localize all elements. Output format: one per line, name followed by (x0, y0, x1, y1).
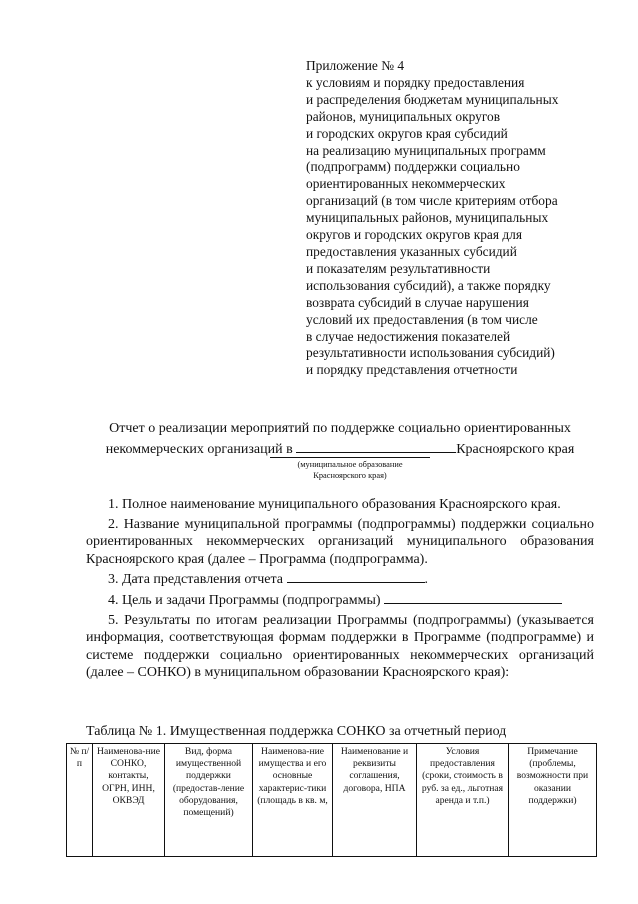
item-4-label: 4. Цель и задачи Программы (подпрограммы) (108, 592, 381, 608)
item-3-label: 3. Дата представления отчета (108, 572, 284, 588)
appendix-header (306, 58, 606, 379)
header-cell-agreement: Наименование и реквизиты соглашения, договора, НПА (333, 744, 417, 857)
caption-line-2: Красноярского края) (313, 471, 387, 480)
appendix-line: и городских округов края субсидий (306, 125, 508, 141)
item-3-end: . (424, 572, 429, 588)
municipality-blank[interactable] (296, 438, 456, 453)
appendix-line: округов и городских округов края для (306, 227, 523, 243)
appendix-line: использования субсидий), а также порядку (306, 277, 551, 293)
header-cell-number: № п/п (67, 744, 93, 857)
appendix-line: организаций (в том числе критериям отбора (306, 193, 558, 209)
appendix-line: Приложение № 4 (306, 58, 405, 73)
report-title (60, 420, 620, 459)
appendix-line: на реализацию муниципальных программ (306, 142, 546, 158)
appendix-line: ориентированных некоммерческих (306, 176, 506, 192)
goals-blank[interactable] (384, 591, 562, 604)
appendix-line: возврата субсидий в случае нарушения (306, 294, 529, 310)
item-3 (86, 570, 594, 589)
item-4 (86, 591, 594, 610)
item-1: 1. Полное наименование муниципального образования Красноярского края. (108, 497, 561, 512)
report-items (86, 496, 594, 684)
header-cell-conditions: Условия предоставления (сроки, стоимость в руб. за ед., льготная аренда и т.п.) (417, 744, 509, 857)
header-cell-property: Наименова-ние имущества и его основные характерис-тики (площадь в кв. м, (253, 744, 333, 857)
report-title-start: некоммерческих организаций в (105, 442, 293, 457)
appendix-line: результативности использования субсидий) (306, 345, 555, 361)
appendix-line: и распределения бюджетам муниципальных (306, 91, 559, 107)
report-title-line-1: Отчет о реализации мероприятий по поддержке социально ориентированных (109, 421, 571, 436)
appendix-line: условий их предоставления (в том числе (306, 311, 538, 327)
report-title-end: Красноярского края (456, 442, 575, 457)
header-cell-sonko: Наименова-ние СОНКО, контакты, ОГРН, ИНН, ОКВЭД (93, 744, 165, 857)
appendix-line: предоставления указанных субсидий (306, 243, 517, 259)
caption-line-1: (муниципальное образование (297, 460, 403, 469)
report-title-line-2 (60, 438, 620, 459)
property-support-table (66, 743, 597, 857)
appendix-line: и показателям результативности (306, 260, 491, 276)
appendix-line: и порядку представления отчетности (306, 362, 518, 378)
municipality-caption (270, 457, 430, 481)
appendix-line: к условиям и порядку предоставления (306, 74, 525, 90)
header-cell-support-type: Вид, форма имущественной поддержки (предостав-ление оборудования, помещений) (165, 744, 253, 857)
report-date-blank[interactable] (287, 570, 425, 583)
appendix-line: муниципальных районов, муниципальных (306, 210, 549, 226)
appendix-line: в случае недостижения показателей (306, 328, 511, 344)
appendix-line: районов, муниципальных округов (306, 108, 501, 124)
header-cell-notes: Примечание (проблемы, возможности при оказании поддержки) (509, 744, 597, 857)
appendix-line: (подпрограмм) поддержки социально (306, 159, 520, 175)
item-2: 2. Название муниципальной программы (подпрограммы) поддержки социально ориентированных некоммерческих организаций муниципального образования Красноярского края (далее – Программа (подпрограмма). (86, 516, 594, 567)
item-5: 5. Результаты по итогам реализации Программы (подпрограммы) (указывается информация, соответствующая формам поддержки в Программе (подпрограмме) и системе поддержки социально ориентированных некоммерческих организаций (далее – СОНКО) в муниципальном образовании Красноярского края): (86, 612, 594, 681)
table-header-row (67, 744, 597, 857)
table-title: Таблица № 1. Имущественная поддержка СОНКО за отчетный период (86, 724, 507, 739)
